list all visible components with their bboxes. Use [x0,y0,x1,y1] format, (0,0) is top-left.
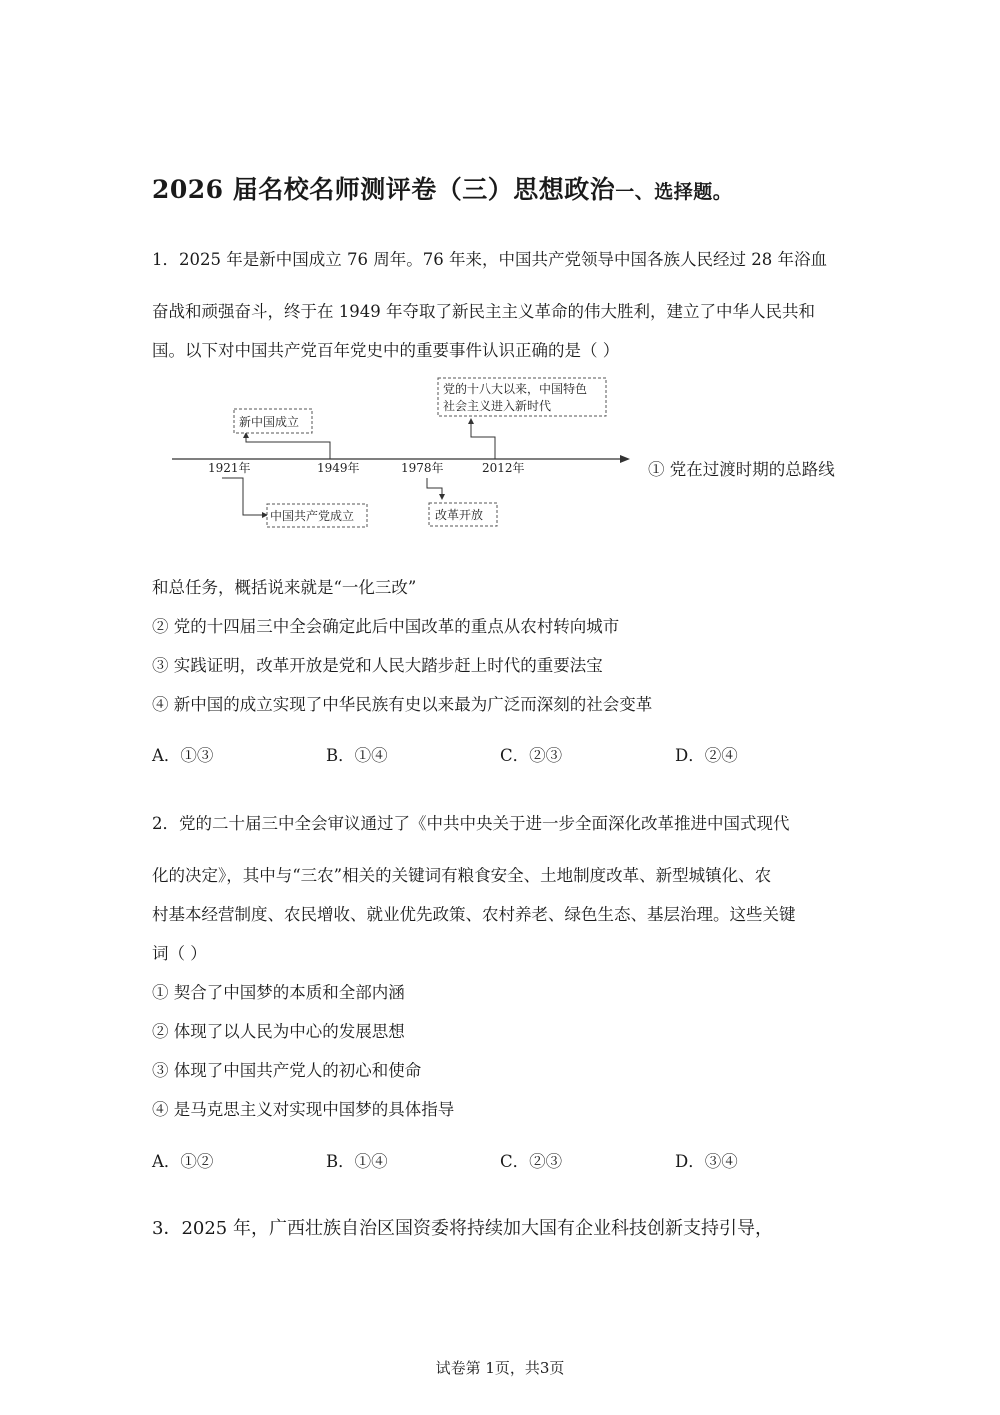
page-title [152,170,732,206]
year-label-2012: 2012年 [482,461,525,475]
connector-1978-arrow [439,494,445,500]
q1-stem-line2: 奋战和顽强奋斗，终于在 1949 年夺取了新民主主义革命的伟大胜利，建立了中华人民共和 [152,302,815,321]
connector-1978 [427,478,442,496]
q2-stem-line1: 2．党的二十届三中全会审议通过了《中共中央关于进一步全面深化改革推进中国式现代 [152,814,790,833]
q2-stem-line3: 村基本经营制度、农民增收、就业优先政策、农村养老、绿色生态、基层治理。这些关键 [152,905,796,924]
q1-item3: ③ 实践证明，改革开放是党和人民大踏步赶上时代的重要法宝 [152,656,603,675]
q1-timeline-diagram [160,370,640,535]
q3-stem-line1: 3．2025 年，广西壮族自治区国资委将持续加大国有企业科技创新支持引导， [152,1218,773,1239]
year-label-1921: 1921年 [208,461,251,475]
q2-stem-line4: 词（ ） [152,944,207,963]
event-label-1978: 改革开放 [435,508,484,522]
q2-option-d: D．③④ [675,1152,738,1171]
q1-item1-part2: 和总任务，概括说来就是“一化三改” [152,578,417,597]
q1-stem-line3: 国。以下对中国共产党百年党史中的重要事件认识正确的是（ ） [152,341,620,360]
event-label-1921: 中国共产党成立 [270,509,355,523]
connector-2012 [471,422,495,459]
section-heading: 一、选择题。 [615,181,733,203]
q1-stem-line1: 1．2025 年是新中国成立 76 周年。76 年来，中国共产党领导中国各族人民经过 28 年浴血 [152,250,827,269]
q2-option-c: C．②③ [500,1152,563,1171]
q1-item2: ② 党的十四届三中全会确定此后中国改革的重点从农村转向城市 [152,617,620,636]
q1-option-b: B．①④ [326,746,388,765]
q1-item4: ④ 新中国的成立实现了中华民族有史以来最为广泛而深刻的社会变革 [152,695,653,714]
q2-item1: ① 契合了中国梦的本质和全部内涵 [152,983,405,1002]
title-main: 2026 届名校名师测评卷（三）思想政治 [152,175,616,204]
year-label-1949: 1949年 [317,461,360,475]
q1-item1-part1: ① 党在过渡时期的总路线 [648,460,835,479]
q1-option-d: D．②④ [675,746,738,765]
q2-item2: ② 体现了以人民为中心的发展思想 [152,1022,405,1041]
event-label-1949: 新中国成立 [239,415,300,429]
q1-option-c: C．②③ [500,746,563,765]
timeline-arrow [620,455,630,463]
connector-1921 [222,478,264,515]
connector-2012-arrow [468,418,474,424]
event-label-2012-line2: 社会主义进入新时代 [443,399,552,413]
q2-item4: ④ 是马克思主义对实现中国梦的具体指导 [152,1100,455,1119]
page-footer: 试卷第 1页，共3页 [435,1359,565,1377]
q1-option-a: A．①③ [152,746,214,765]
year-label-1978: 1978年 [401,461,444,475]
q2-option-b: B．①④ [326,1152,388,1171]
q2-option-a: A．①② [152,1152,214,1171]
q2-item3: ③ 体现了中国共产党人的初心和使命 [152,1061,422,1080]
q2-stem-line2: 化的决定》，其中与“三农”相关的关键词有粮食安全、土地制度改革、新型城镇化、农 [152,866,772,885]
event-label-2012-line1: 党的十八大以来，中国特色 [443,382,588,396]
connector-1949 [246,435,330,459]
